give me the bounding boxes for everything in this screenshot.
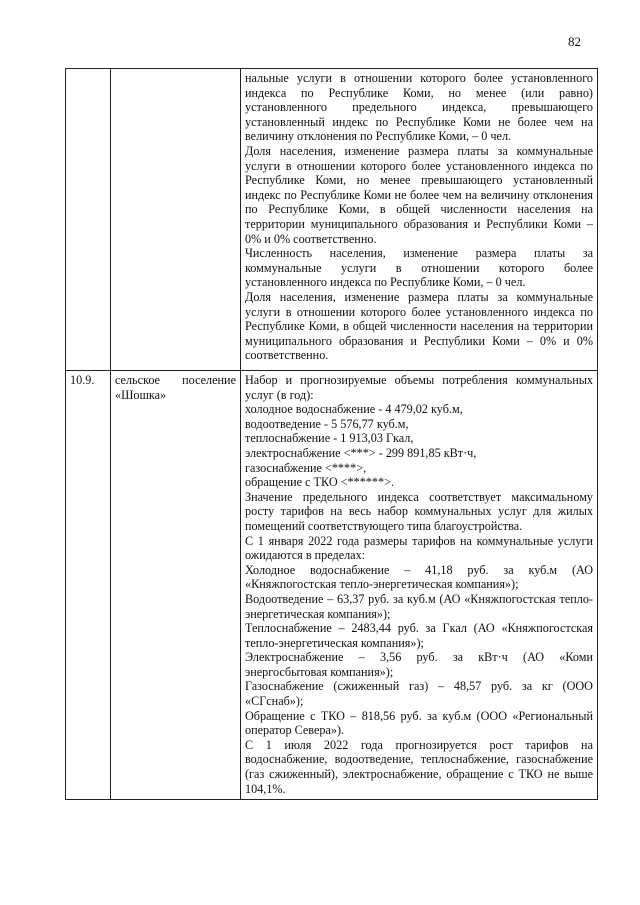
indicator-table	[65, 68, 598, 800]
paragraph: Набор и прогнозируемые объемы потребления коммунальных услуг (в год):	[245, 373, 593, 402]
paragraph: водоотведение - 5 576,77 куб.м,	[245, 416, 409, 431]
municipality-cell: сельское поселение «Шошка»	[111, 371, 241, 800]
paragraph: газоснабжение <****>,	[245, 460, 367, 475]
paragraph: Холодное водоснабжение – 41,18 руб. за куб.м (АО «Княжпогостская тепло-энергетическая компания»);	[245, 562, 593, 592]
table-row	[66, 371, 598, 800]
paragraph: нальные услуги в отношении которого более установленного индекса по Республике Коми, но менее (или равно) установленного предельного индекса, превышающего установленный индекс по Республике Коми не более чем на величину отклонения по Республике Коми, – 0 чел.	[245, 71, 593, 144]
paragraph: С 1 июля 2022 года прогнозируется рост тарифов на водоснабжение, водоотведение, теплоснабжение, газоснабжение (газ сжиженный), электроснабжение, обращение с ТКО не выше 104,1%.	[245, 737, 593, 796]
paragraph: Обращение с ТКО – 818,56 руб. за куб.м (ООО «Региональный оператор Севера»).	[245, 708, 593, 738]
page-number: 82	[568, 34, 581, 49]
row-number-cell	[66, 69, 111, 371]
description-cell	[241, 69, 598, 371]
paragraph: Доля населения, изменение размера платы за коммунальные услуги в отношении которого более установленного индекса по Республике Коми, но менее превышающего установленный индекс по Республике Коми не более чем на величину отклонения по Республике Коми, в общей численности населения на территории муниципального образования и Республики Коми – 0% и 0% соответственно.	[245, 143, 593, 246]
paragraph: Численность населения, изменение размера платы за коммунальные услуги в отношении которого более установленного индекса по Республике Коми, – 0 чел.	[245, 246, 593, 290]
paragraph: Водоотведение – 63,37 руб. за куб.м (АО «Княжпогостская тепло-энергетическая компания»);	[245, 591, 593, 621]
paragraph: обращение с ТКО <******>.	[245, 475, 395, 490]
description-cell	[241, 371, 598, 800]
paragraph: Доля населения, изменение размера платы за коммунальные услуги в отношении которого более установленного индекса по Республике Коми, в общей численности населения на территории муниципального образования и Республики Коми – 0% и 0% соответственно.	[245, 289, 593, 363]
paragraph: С 1 января 2022 года размеры тарифов на коммунальные услуги ожидаются в пределах:	[245, 533, 593, 563]
paragraph: Теплоснабжение – 2483,44 руб. за Гкал (АО «Княжпогостская тепло-энергетическая компания»);	[245, 621, 593, 650]
paragraph: электроснабжение <***> - 299 891,85 кВт·ч,	[245, 445, 477, 460]
municipality-cell	[111, 69, 241, 371]
paragraph: Газоснабжение (сжиженный газ) – 48,57 руб. за кг (ООО «СГснаб»);	[245, 679, 593, 709]
paragraph: Значение предельного индекса соответствует максимальному росту тарифов на весь набор коммунальных услуг для жилых помещений соответствующего типа благоустройства.	[245, 489, 593, 533]
row-number-cell: 10.9.	[66, 371, 111, 800]
paragraph: Электроснабжение – 3,56 руб. за кВт·ч (АО «Коми энергосбытовая компания»);	[245, 650, 593, 679]
paragraph: холодное водоснабжение - 4 479,02 куб.м,	[245, 402, 463, 417]
table-row	[66, 69, 598, 371]
paragraph: теплоснабжение - 1 913,03 Гкал,	[245, 431, 414, 446]
